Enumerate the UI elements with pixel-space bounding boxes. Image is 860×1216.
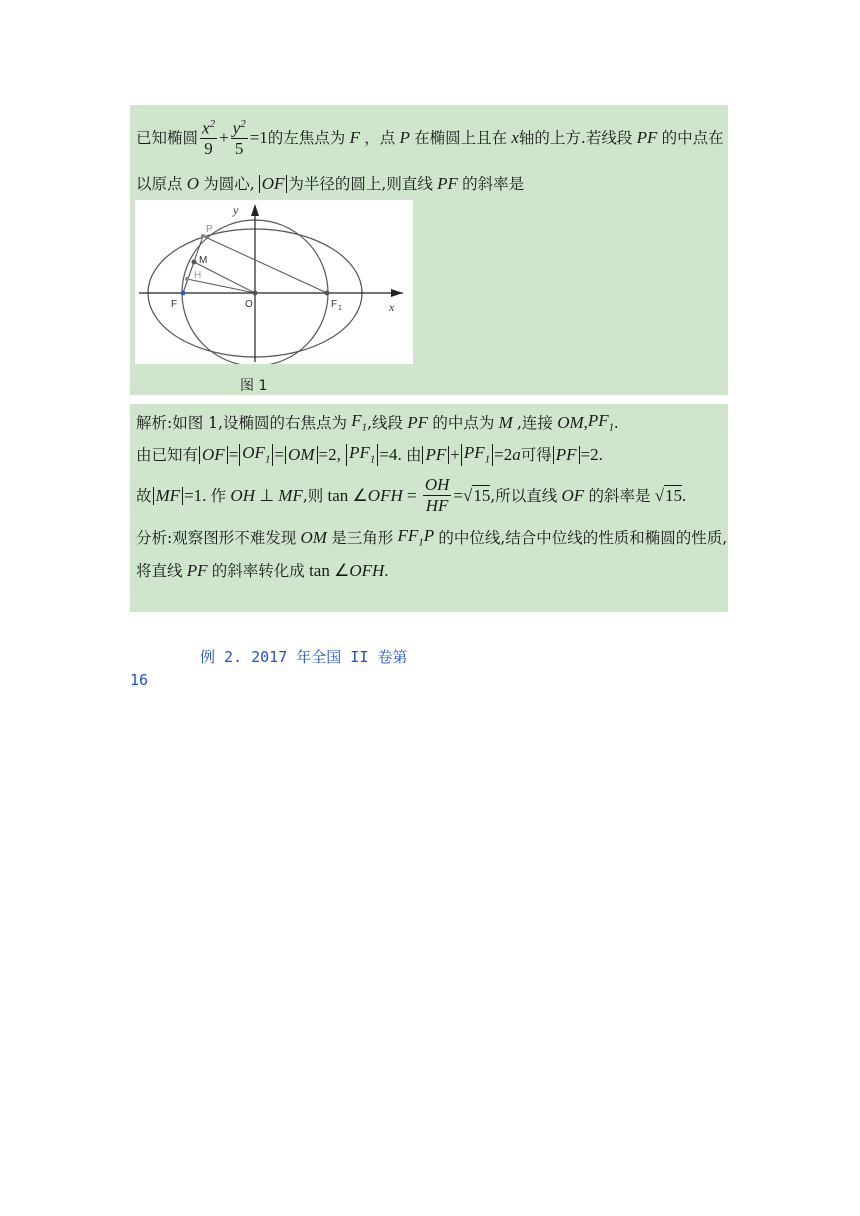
problem-text: 轴的上方.若线段 xyxy=(518,128,633,147)
solution-line-3: 故 MF =1. 作 OH ⊥ MF ,则 tan ∠ OFH = $\frac{OH}{HF}$ =√ 15 ,所以直线 OF 的斜率是 √ 15 . xyxy=(136,475,687,516)
solution-text: 的中点为 xyxy=(432,413,495,432)
problem-text: 的左焦点为 xyxy=(267,128,346,147)
example-number-link[interactable]: 16 xyxy=(130,671,149,689)
problem-text: 为圆心, xyxy=(203,174,255,193)
label-x: x xyxy=(389,300,395,314)
problem-text: 在椭圆上且在 xyxy=(414,128,508,147)
segment-OH xyxy=(187,279,255,293)
ellipse-diagram xyxy=(135,200,413,364)
solution-text: 故 xyxy=(136,486,152,505)
analysis-text: 的斜率转化成 xyxy=(211,561,305,580)
analysis-text: 分析:观察图形不难发现 xyxy=(136,528,297,547)
label-y: y xyxy=(233,203,239,217)
label-M: M xyxy=(199,255,208,266)
fraction-y2-5: $\frac{y^2}{5}$ xyxy=(232,117,246,158)
analysis-text: 的中位线,结合中位线的性质和椭圆的性质, xyxy=(438,528,728,547)
label-F: F xyxy=(171,299,178,310)
fraction-x2-9: $\frac{x^2}{9}$ xyxy=(202,117,216,158)
point-H xyxy=(185,277,189,281)
problem-text: ，点 xyxy=(364,128,396,147)
x-axis-arrow xyxy=(391,289,403,297)
segment-PF1 xyxy=(203,236,327,293)
problem-line-1: 已知椭圆 $\frac{x^2}{9}$ + $\frac{y^2}{5}$ =1 的左焦点为 F ，点 P 在椭圆上且在 x 轴的上方.若线段 PF 的中点在 xyxy=(136,117,724,158)
solution-text: 解析:如图 1,设椭圆的右焦点为 xyxy=(136,413,347,432)
problem-text: 以原点 xyxy=(136,174,183,193)
solution-line-2: 由已知有 OF = $OF_1$ = OM =2, $PF_1$ =4. 由 PF + $PF_1$ =2 a 可得 PF =2. xyxy=(136,443,603,466)
solution-text: ,线段 xyxy=(367,413,404,432)
figure-caption: 图 1 xyxy=(240,378,268,394)
point-M xyxy=(192,260,197,265)
label-F1-sub: 1 xyxy=(338,305,342,312)
problem-box xyxy=(130,105,728,395)
problem-text: 的中点在 xyxy=(661,128,724,147)
fraction-OH-HF: $\frac{OH}{HF}$ xyxy=(424,475,450,516)
analysis-text: 是三角形 xyxy=(331,528,394,547)
label-F1: F xyxy=(331,299,338,310)
point-O xyxy=(253,291,258,296)
y-axis-arrow xyxy=(251,204,259,216)
analysis-text: 将直线 xyxy=(136,561,183,580)
solution-box xyxy=(130,404,728,612)
solution-text: 由 xyxy=(405,445,422,464)
label-P: P xyxy=(206,224,213,235)
label-O: O xyxy=(245,299,253,310)
problem-text: 的斜率是 xyxy=(462,174,525,193)
example-link[interactable]: 例 2. 2017 年全国 II 卷第 xyxy=(200,648,408,666)
point-P xyxy=(201,234,205,238)
point-F xyxy=(181,291,186,296)
label-H: H xyxy=(194,270,202,281)
solution-text: 由已知有 xyxy=(136,445,199,464)
ellipse-figure xyxy=(135,200,413,364)
problem-text: 为半径的圆上,则直线 xyxy=(288,174,433,193)
problem-text: 已知椭圆 xyxy=(136,128,199,147)
solution-text: ,连接 xyxy=(517,413,553,432)
solution-line-1: 解析:如图 1,设椭圆的右焦点为 $F_1$ ,线段 PF 的中点为 M ,连接 OM , $PF_1$ . xyxy=(136,411,619,434)
solution-text: 作 xyxy=(210,486,227,505)
segment-FM xyxy=(183,262,194,293)
solution-text: ,则 xyxy=(302,486,324,505)
segment-OM xyxy=(194,262,255,293)
solution-text: 的斜率是 xyxy=(588,486,651,505)
problem-line-2: 以原点 O 为圆心, OF 为半径的圆上,则直线 PF 的斜率是 xyxy=(136,173,525,194)
solution-text: 可得 xyxy=(520,445,552,464)
solution-line-5: 将直线 PF 的斜率转化成 tan ∠ OFH . xyxy=(136,560,389,580)
point-F1 xyxy=(325,291,330,296)
solution-text: ,所以直线 xyxy=(490,486,558,505)
solution-line-4: 分析:观察图形不难发现 OM 是三角形 $FF_1P$ 的中位线,结合中位线的性质和椭圆的性质, xyxy=(136,526,728,549)
